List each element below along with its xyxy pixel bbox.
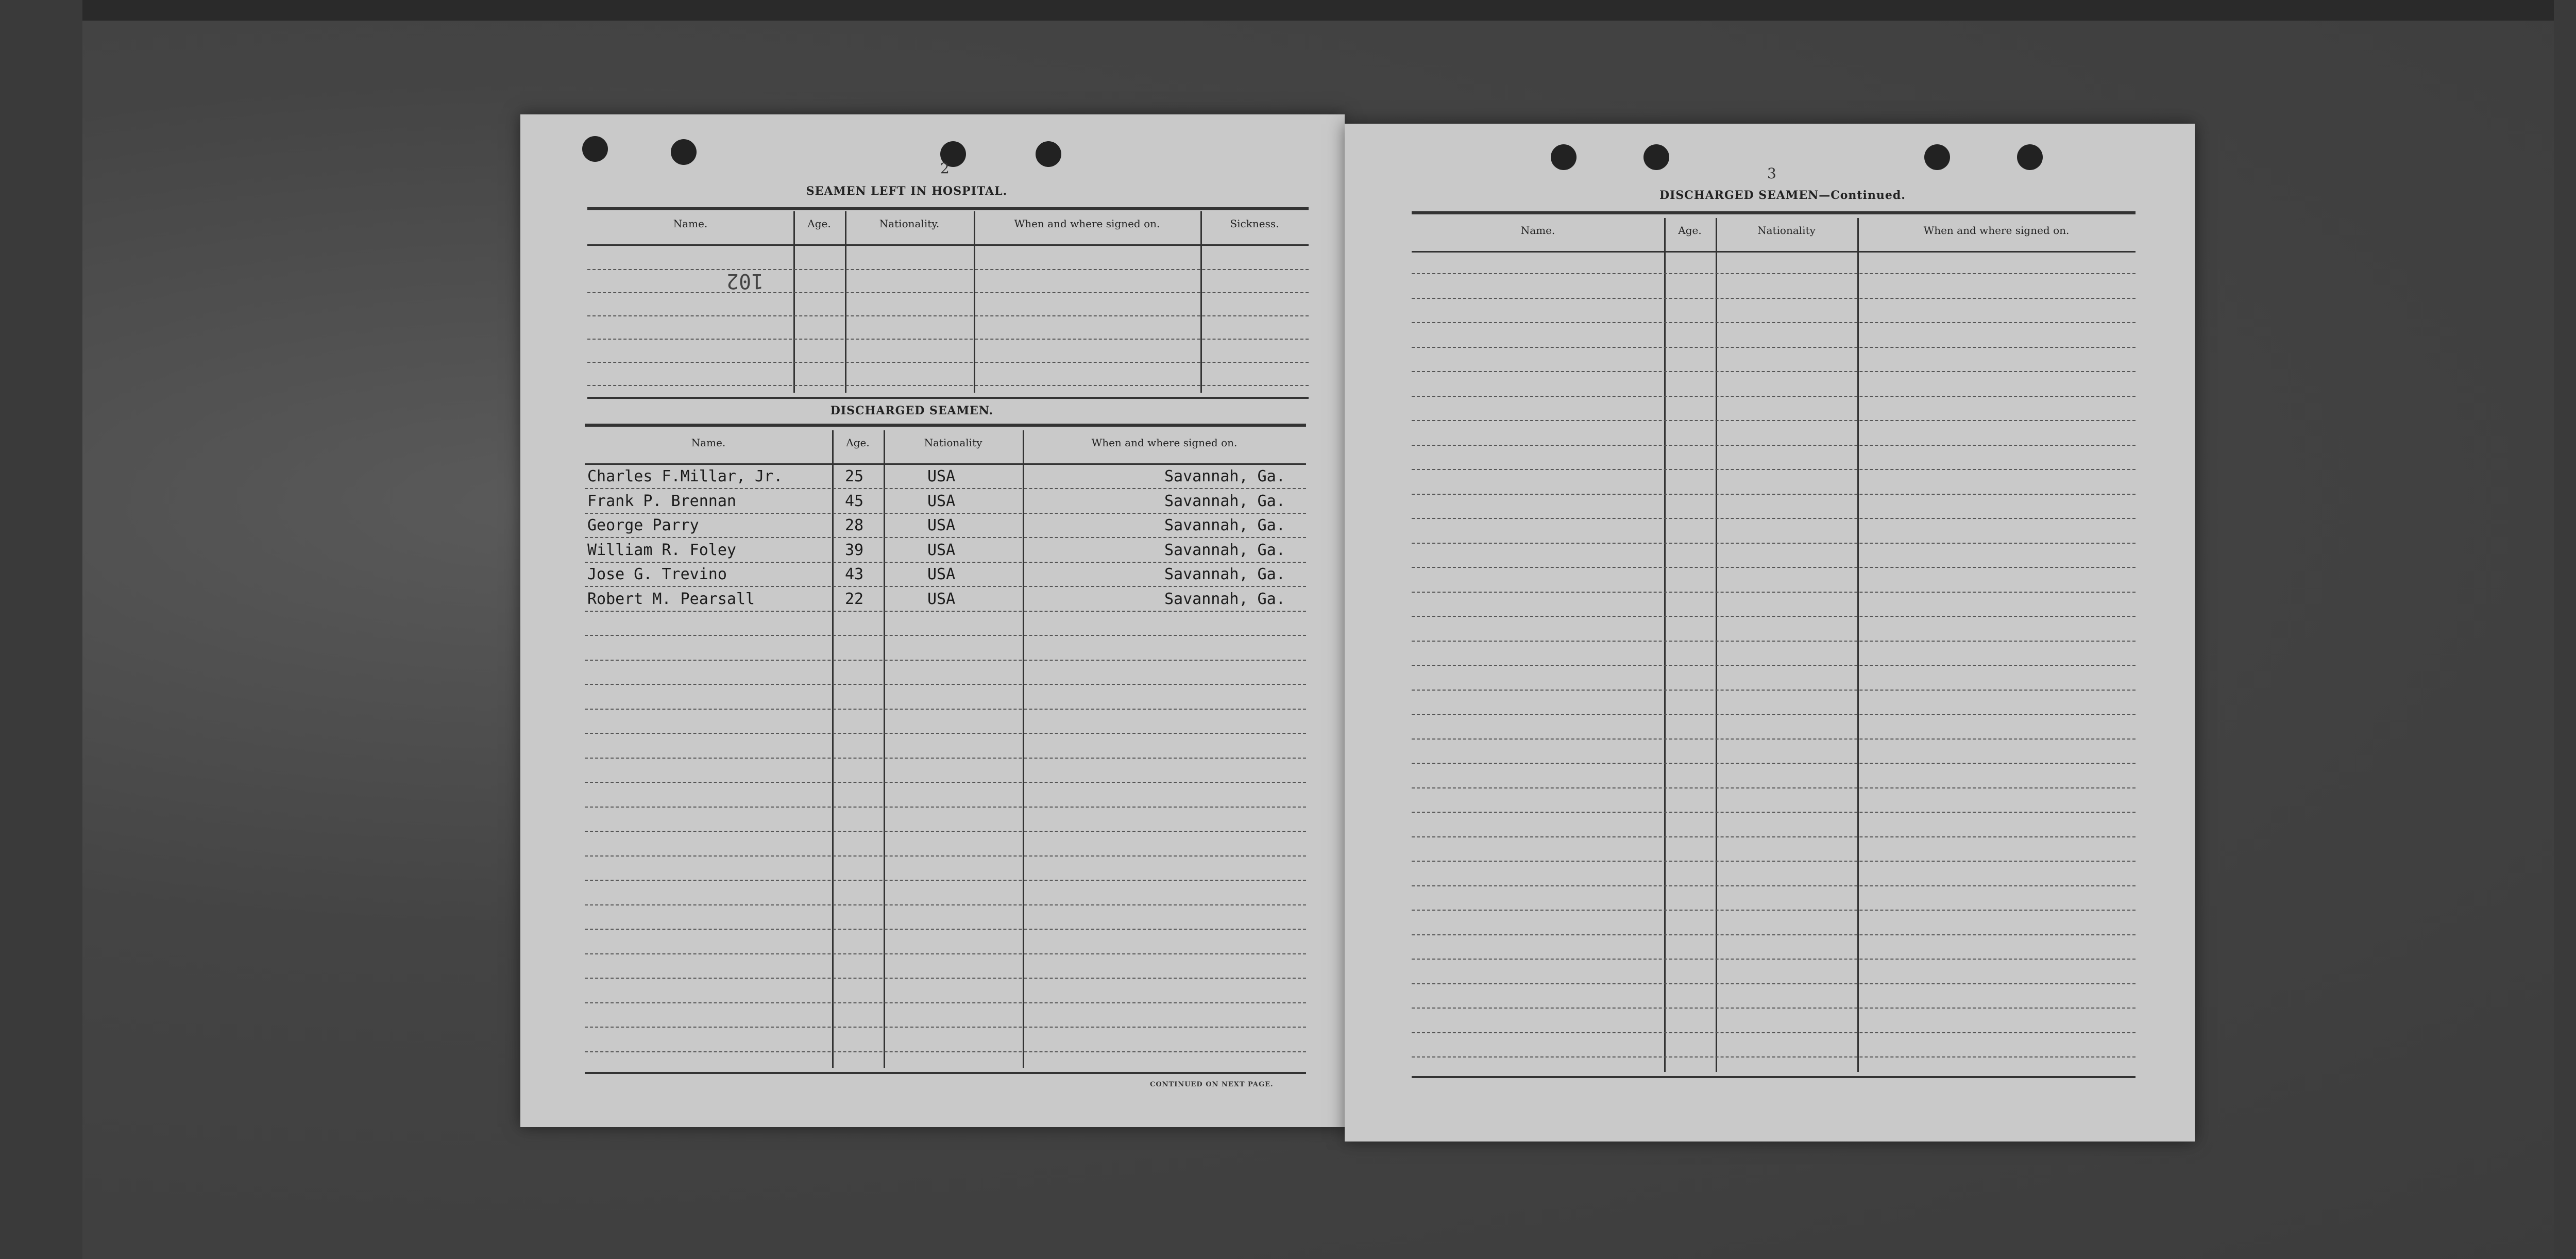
seaman-signed-on: Savannah, Ga. [1164, 565, 1285, 583]
row-line [585, 709, 1306, 710]
seaman-age: 39 [845, 541, 864, 559]
row-line [1412, 885, 2136, 886]
discharged-continued-title: DISCHARGED SEAMEN—Continued. [1659, 189, 1906, 202]
column-divider [974, 211, 975, 393]
row-line [1412, 1008, 2136, 1009]
row-line [1412, 641, 2136, 642]
row-line [1412, 714, 2136, 715]
column-header: When and where signed on. [1091, 437, 1238, 449]
table-rule [585, 424, 1306, 427]
row-line [1412, 1056, 2136, 1057]
row-line [1412, 469, 2136, 470]
row-line [585, 635, 1306, 636]
row-line [1412, 934, 2136, 935]
row-line [585, 1002, 1306, 1003]
column-header: When and where signed on. [1923, 224, 2070, 237]
row-line [1412, 371, 2136, 372]
row-line [587, 315, 1309, 316]
row-line [585, 978, 1306, 979]
seaman-name: Charles F.Millar, Jr. [587, 467, 783, 485]
row-line [585, 758, 1306, 759]
column-header: Sickness. [1230, 217, 1279, 230]
row-line [1412, 738, 2136, 740]
row-line [1412, 665, 2136, 666]
row-line [585, 684, 1306, 685]
table-row [520, 590, 1345, 613]
row-line [1412, 298, 2136, 299]
hospital-section-title: SEAMEN LEFT IN HOSPITAL. [806, 184, 1008, 198]
seaman-age: 45 [845, 492, 864, 510]
row-line [1412, 420, 2136, 421]
column-header: Name. [673, 217, 708, 230]
seaman-signed-on: Savannah, Ga. [1164, 541, 1285, 559]
table-rule [587, 207, 1309, 210]
seaman-name: Robert M. Pearsall [587, 590, 755, 608]
seaman-nationality: USA [927, 467, 956, 485]
seaman-name: Frank P. Brennan [587, 492, 736, 510]
row-line [585, 660, 1306, 661]
row-line [1412, 518, 2136, 519]
seaman-nationality: USA [927, 565, 956, 583]
seaman-signed-on: Savannah, Ga. [1164, 516, 1285, 534]
seaman-age: 22 [845, 590, 864, 608]
page-number: 2 [940, 160, 950, 177]
row-line [585, 953, 1306, 954]
row-line [1412, 273, 2136, 274]
row-line [585, 855, 1306, 857]
header-rule [585, 463, 1306, 465]
row-line [585, 904, 1306, 905]
discharged-section-title: DISCHARGED SEAMEN. [830, 404, 994, 417]
table-row [520, 516, 1345, 539]
right-page [1345, 124, 2195, 1142]
seaman-nationality: USA [927, 516, 956, 534]
seaman-nationality: USA [927, 541, 956, 559]
row-line [1412, 763, 2136, 764]
row-line [585, 880, 1306, 881]
table-row [520, 467, 1345, 490]
row-line [1412, 787, 2136, 788]
scan-edge-left [0, 0, 82, 1259]
punch-hole [671, 139, 697, 165]
row-line [1412, 910, 2136, 911]
row-line [587, 269, 1309, 270]
column-divider [793, 211, 795, 393]
row-line [1412, 543, 2136, 544]
row-line [587, 292, 1309, 293]
row-line [1412, 1032, 2136, 1033]
row-line [1412, 836, 2136, 837]
row-line [1412, 396, 2136, 397]
seaman-age: 28 [845, 516, 864, 534]
row-line [1412, 347, 2136, 348]
punch-hole [1643, 144, 1669, 170]
row-line [1412, 322, 2136, 323]
seaman-signed-on: Savannah, Ga. [1164, 467, 1285, 485]
seaman-signed-on: Savannah, Ga. [1164, 492, 1285, 510]
row-line [1412, 983, 2136, 984]
row-line [587, 362, 1309, 363]
column-header: Name. [691, 437, 726, 449]
row-line [585, 1051, 1306, 1052]
row-line [1412, 616, 2136, 617]
row-line [585, 929, 1306, 930]
scan-edge-top [0, 0, 2576, 21]
row-line [585, 807, 1306, 808]
table-bottom-rule [585, 1072, 1306, 1074]
row-line [585, 733, 1306, 734]
punch-hole [1036, 141, 1061, 167]
row-line [1412, 494, 2136, 495]
table-row [520, 492, 1345, 515]
table-row [520, 565, 1345, 588]
seaman-name: William R. Foley [587, 541, 736, 559]
column-header: Age. [807, 217, 831, 230]
column-header: Nationality [1757, 224, 1816, 237]
seaman-age: 25 [845, 467, 864, 485]
row-line [1412, 445, 2136, 446]
punch-hole [1551, 144, 1577, 170]
table-row [520, 541, 1345, 564]
punch-hole [582, 136, 608, 162]
column-header: When and where signed on. [1014, 217, 1160, 230]
table-rule [1412, 211, 2136, 214]
table-rule [587, 397, 1309, 398]
seaman-nationality: USA [927, 492, 956, 510]
row-line [1412, 959, 2136, 960]
seaman-name: George Parry [587, 516, 699, 534]
stamp-number: 102 [726, 269, 764, 293]
row-line [1412, 690, 2136, 691]
seaman-signed-on: Savannah, Ga. [1164, 590, 1285, 608]
punch-hole [1924, 144, 1950, 170]
row-line [1412, 812, 2136, 813]
row-line [587, 339, 1309, 340]
seaman-nationality: USA [927, 590, 956, 608]
row-line [1412, 567, 2136, 568]
column-divider [1200, 211, 1202, 393]
row-line [585, 831, 1306, 832]
scan-edge-right [2554, 0, 2576, 1259]
page-number: 3 [1767, 165, 1776, 182]
row-line [1412, 861, 2136, 862]
table-bottom-rule [1412, 1076, 2136, 1078]
row-line [585, 782, 1306, 783]
row-line [1412, 592, 2136, 593]
seaman-name: Jose G. Trevino [587, 565, 727, 583]
column-header: Age. [1678, 224, 1702, 237]
column-header: Nationality. [879, 217, 940, 230]
row-line [587, 385, 1309, 386]
header-rule [1412, 251, 2136, 253]
row-line [585, 1027, 1306, 1028]
left-page [520, 114, 1345, 1127]
punch-hole [2017, 144, 2043, 170]
column-header: Nationality [924, 437, 982, 449]
continued-note: CONTINUED ON NEXT PAGE. [1150, 1081, 1274, 1088]
column-header: Name. [1520, 224, 1555, 237]
seaman-age: 43 [845, 565, 864, 583]
column-header: Age. [846, 437, 870, 449]
column-divider [845, 211, 846, 393]
